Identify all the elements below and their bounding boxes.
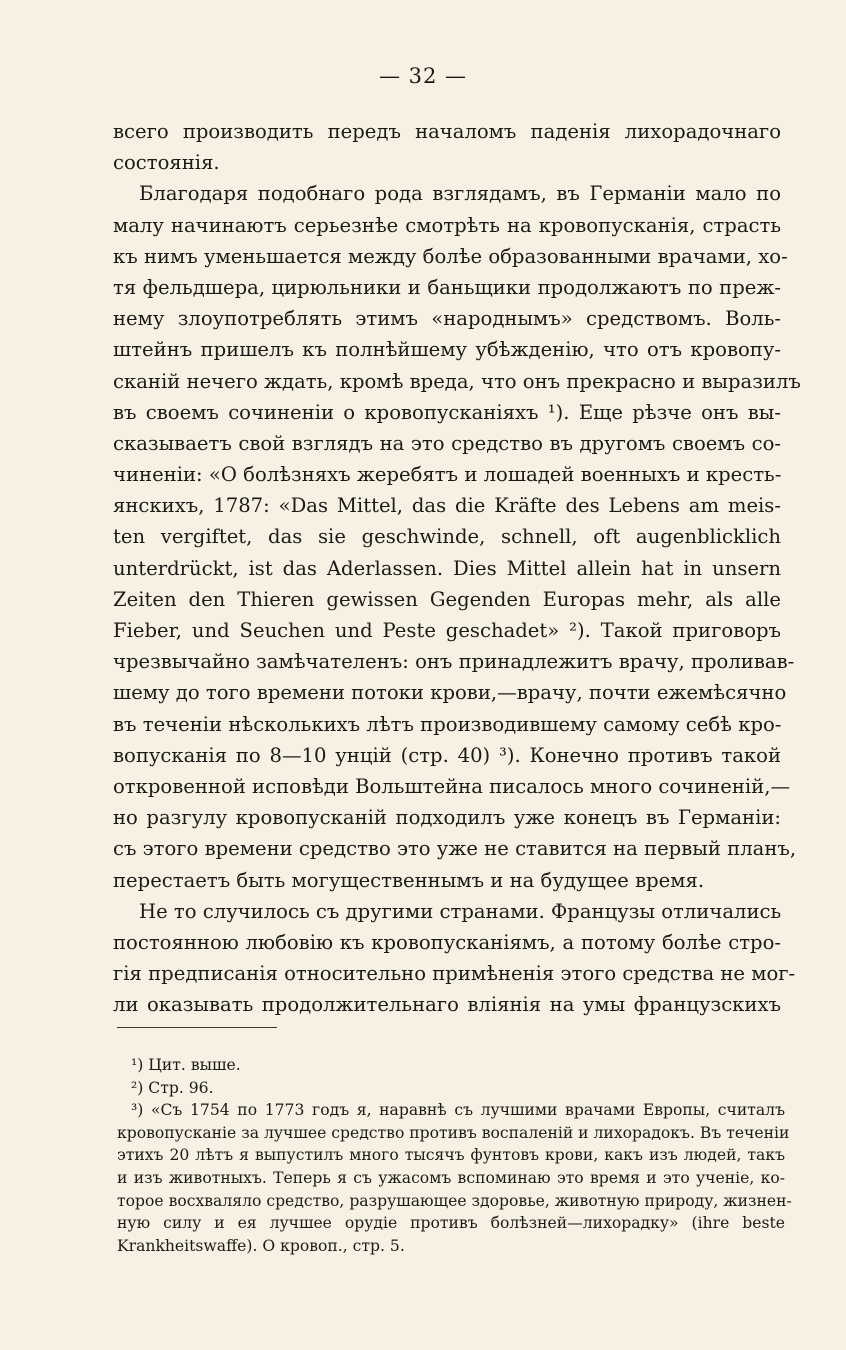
text-line: нему злоупотреблять этимъ «народнымъ» средствомъ. Воль- — [113, 307, 781, 331]
text-line: откровенной исповѣди Вольштейна писалось много сочиненій,— — [113, 774, 791, 798]
text-line: чиненіи: «О болѣзняхъ жеребятъ и лошадей военныхъ и кресть- — [113, 463, 782, 487]
footnote-line: этихъ 20 лѣтъ я выпустилъ много тысячъ фунтовъ крови, какъ изъ людей, такъ — [117, 1146, 785, 1165]
text-line: но разгулу кровопусканій подходилъ уже конецъ въ Германіи: — [113, 806, 781, 830]
footnote-divider — [117, 1027, 277, 1028]
text-line: сказываетъ свой взглядъ на это средство въ другомъ своемъ со- — [113, 431, 781, 455]
text-line: ten vergiftet, das sie geschwinde, schnell, oft augenblicklich — [113, 525, 781, 549]
text-line: сканій нечего ждать, кромѣ вреда, что онъ прекрасно и выразилъ — [113, 369, 801, 393]
footnote-line: ²) Стр. 96. — [131, 1078, 214, 1097]
main-text — [113, 116, 801, 1020]
footnote-line: кровопусканіе за лучшее средство противъ воспаленій и лихорадокъ. Въ теченіи — [117, 1123, 790, 1142]
text-line: Не то случилось съ другими странами. Французы отличались — [139, 899, 782, 923]
text-line: малу начинаютъ серьезнѣе смотрѣть на кровопусканія, страсть — [113, 213, 781, 237]
text-line: янскихъ, 1787: «Das Mittel, das die Kräfte des Lebens am meis- — [113, 494, 781, 518]
text-line: чрезвычайно замѣчателенъ: онъ принадлежитъ врачу, проливав- — [113, 650, 795, 674]
text-line: Благодаря подобнаго рода взглядамъ, въ Германіи мало по — [139, 182, 781, 206]
text-line: шему до того времени потоки крови,—врачу, почти ежемѣсячно — [113, 681, 787, 705]
page-number: — 32 — — [378, 64, 468, 88]
text-line: въ своемъ сочиненіи о кровопусканіяхъ ¹). Еще рѣзче онъ вы- — [113, 400, 781, 424]
footnote-line: и изъ животныхъ. Теперь я съ ужасомъ вспоминаю это время и это ученіе, ко- — [117, 1168, 785, 1187]
text-line: гія предписанія относительно примѣненія этого средства не мог- — [113, 962, 796, 986]
text-line: къ нимъ уменьшается между болѣе образованными врачами, хо- — [113, 244, 788, 268]
text-line: Zeiten den Thieren gewissen Gegenden Europas mehr, als alle — [113, 587, 781, 611]
text-line: Fieber, und Seuchen und Peste geschadet» ²). Такой приговоръ — [113, 619, 781, 642]
text-line: unterdrückt, ist das Aderlassen. Dies Mittel allein hat in unsern — [113, 556, 781, 580]
footnote-line: ную силу и ея лучшее орудіе противъ болѣзней—лихорадку» (ihre beste — [117, 1214, 785, 1233]
footnote-line: Krankheitswaffe). О кровоп., стр. 5. — [117, 1236, 405, 1255]
text-line: всего производить передъ началомъ паденія лихорадочнаго — [113, 120, 781, 143]
footnote-line: ¹) Цит. выше. — [131, 1056, 241, 1074]
text-line: въ теченіи нѣсколькихъ лѣтъ производившему самому себѣ кро- — [113, 712, 782, 736]
text-line: перестаетъ быть могущественнымъ и на будущее время. — [113, 868, 705, 892]
text-line: состоянія. — [113, 151, 220, 175]
text-line: тя фельдшера, цирюльники и баньщики продолжаютъ по преж- — [113, 275, 781, 299]
text-line: съ этого времени средство это уже не ставится на первый планъ, — [113, 837, 797, 861]
footnote-line: торое восхваляло средство, разрушающее здоровье, животную природу, жизнен- — [117, 1191, 792, 1210]
text-line: штейнъ пришелъ къ полнѣйшему убѣжденію, что отъ кровопу- — [113, 338, 781, 362]
footnotes — [117, 1054, 792, 1257]
text-line: ли оказывать продолжительнаго вліянія на умы французскихъ — [113, 993, 781, 1017]
footnote-line: ³) «Съ 1754 по 1773 годъ я, наравнѣ съ лучшими врачами Европы, считалъ — [131, 1101, 785, 1120]
text-line: постоянною любовію къ кровопусканіямъ, а потому болѣе стро- — [113, 930, 781, 954]
text-line: вопусканія по 8—10 унцій (стр. 40) ³). Конечно противъ такой — [113, 743, 781, 767]
